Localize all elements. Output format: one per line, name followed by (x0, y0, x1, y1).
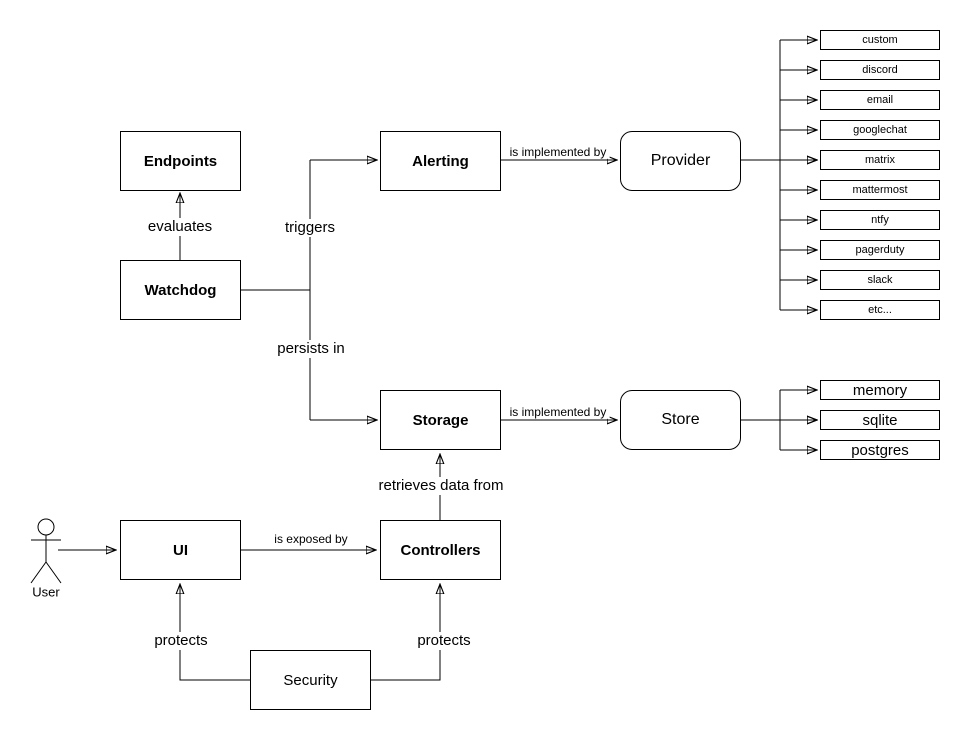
provider-item-googlechat: googlechat (820, 120, 940, 140)
node-store: Store (620, 390, 741, 450)
store-item-memory: memory (820, 380, 940, 400)
fanout-connectors (780, 40, 817, 450)
provider-item-slack: slack (820, 270, 940, 290)
edge-label-triggers: triggers (282, 219, 338, 237)
provider-item-etc: etc... (820, 300, 940, 320)
edge-label-protects-ui: protects (151, 632, 210, 650)
provider-item-discord: discord (820, 60, 940, 80)
edge-label-evaluates: evaluates (145, 218, 215, 236)
node-storage: Storage (380, 390, 501, 450)
edge-label-protects-controllers: protects (414, 632, 473, 650)
user-actor-icon (31, 519, 61, 583)
node-security: Security (250, 650, 371, 710)
provider-item-matrix: matrix (820, 150, 940, 170)
provider-item-email: email (820, 90, 940, 110)
store-item-postgres: postgres (820, 440, 940, 460)
provider-item-mattermost: mattermost (820, 180, 940, 200)
provider-item-ntfy: ntfy (820, 210, 940, 230)
edge-label-alerting-is-implemented-by: is implemented by (507, 145, 610, 159)
node-ui: UI (120, 520, 241, 580)
edge-label-persists-in: persists in (274, 340, 348, 358)
user-actor-label: User (32, 584, 60, 600)
node-alerting: Alerting (380, 131, 501, 191)
provider-item-pagerduty: pagerduty (820, 240, 940, 260)
edge-label-retrieves-data-from: retrieves data from (375, 477, 506, 495)
node-controllers: Controllers (380, 520, 501, 580)
store-item-sqlite: sqlite (820, 410, 940, 430)
node-provider: Provider (620, 131, 741, 191)
provider-item-custom: custom (820, 30, 940, 50)
node-endpoints: Endpoints (120, 131, 241, 191)
node-watchdog: Watchdog (120, 260, 241, 320)
edge-label-is-exposed-by: is exposed by (271, 532, 350, 546)
edge-label-storage-is-implemented-by: is implemented by (507, 405, 610, 419)
